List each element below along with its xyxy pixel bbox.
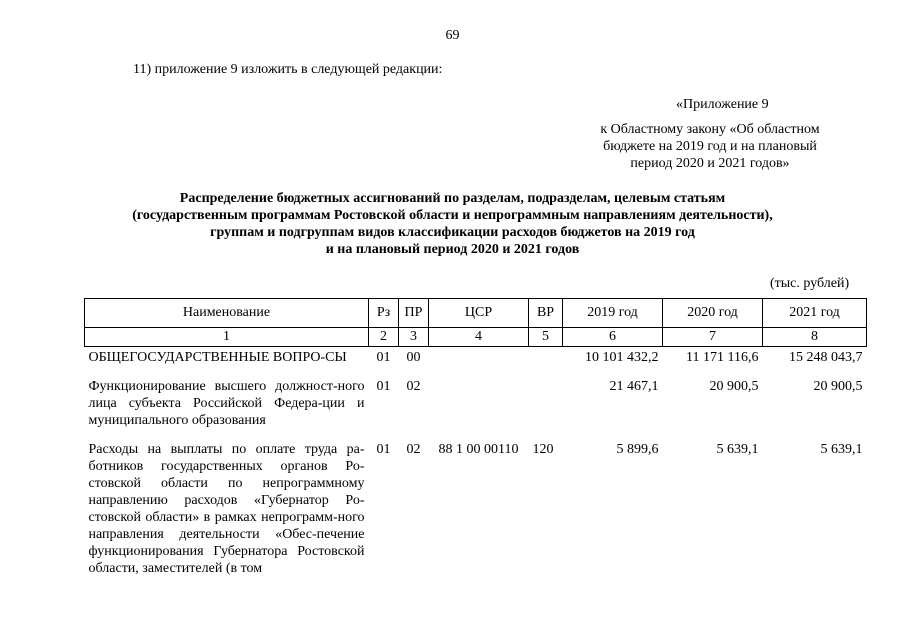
col-number: 1	[85, 328, 369, 347]
appendix-reference	[560, 96, 905, 172]
appendix-line: бюджете на 2019 год и на плановый	[603, 139, 817, 154]
row-vr: 120	[532, 442, 554, 457]
col-number: 4	[429, 328, 529, 347]
col-header-2021: 2021 год	[763, 299, 867, 328]
heading-line: группам и подгруппам видов классификации расходов бюджетов на 2019 год	[210, 225, 695, 240]
col-number: 6	[563, 328, 663, 347]
col-header-name: Наименование	[85, 299, 369, 328]
column-number-row	[85, 328, 867, 347]
row-2021: 5 639,1	[820, 442, 863, 457]
row-rz: 01	[376, 350, 391, 365]
row-2020: 5 639,1	[716, 442, 759, 457]
row-csr	[429, 347, 529, 377]
col-number: 8	[763, 328, 867, 347]
row-2021: 20 900,5	[813, 379, 863, 394]
row-2021: 15 248 043,7	[789, 350, 863, 365]
row-vr	[529, 376, 563, 439]
row-2020: 20 900,5	[709, 379, 759, 394]
col-number: 3	[399, 328, 429, 347]
appendix-title: «Приложение 9	[676, 97, 769, 112]
row-2019: 10 101 432,2	[585, 350, 659, 365]
table-header-row	[85, 299, 867, 328]
row-name: Функционирование высшего должност-ного лица субъекта Российской Федера-ции и муниципального образования	[88, 379, 365, 428]
row-csr: 88 1 00 00110	[438, 442, 519, 457]
table-row	[85, 439, 867, 587]
col-number: 2	[369, 328, 399, 347]
row-pr: 02	[406, 379, 421, 394]
budget-table	[84, 298, 867, 587]
col-number: 7	[663, 328, 763, 347]
heading-line: (государственным программам Ростовской области и непрограммным направлениям деятельности),	[132, 208, 773, 223]
heading-line: Распределение бюджетных ассигнований по разделам, подразделам, целевым статьям	[179, 191, 726, 206]
col-header-csr: ЦСР	[429, 299, 529, 328]
row-name: Расходы на выплаты по оплате труда ра-ботников государственных органов Ро-стовской области по непрограммному направлению расходов «Губернатор Ро-стовской области» в рамках непрограмм-ного направления деятельности «Обес-печение функционирования Губернатора Ростовской области, заместителей (в том	[88, 442, 365, 576]
amendment-instruction: 11) приложение 9 изложить в следующей редакции:	[133, 62, 443, 77]
col-number: 5	[529, 328, 563, 347]
row-2019: 21 467,1	[609, 379, 659, 394]
col-header-2019: 2019 год	[563, 299, 663, 328]
heading-line: и на плановый период 2020 и 2021 годов	[325, 242, 580, 257]
col-header-rz: Рз	[369, 299, 399, 328]
table-row	[85, 376, 867, 439]
appendix-line: к Областному закону «Об областном	[600, 122, 820, 137]
page-number: 69	[445, 28, 460, 43]
appendix-line: период 2020 и 2021 годов»	[630, 156, 790, 171]
row-rz: 01	[376, 379, 391, 394]
col-header-pr: ПР	[399, 299, 429, 328]
row-pr: 02	[406, 442, 421, 457]
units-label: (тыс. рублей)	[770, 276, 850, 291]
col-header-2020: 2020 год	[663, 299, 763, 328]
row-csr	[429, 376, 529, 439]
row-vr	[529, 347, 563, 377]
row-2020: 11 171 116,6	[686, 350, 759, 365]
row-name: ОБЩЕГОСУДАРСТВЕННЫЕ ВОПРО-СЫ	[88, 350, 347, 365]
row-2019: 5 899,6	[616, 442, 659, 457]
row-pr: 00	[406, 350, 421, 365]
col-header-vr: ВР	[529, 299, 563, 328]
table-row	[85, 347, 867, 377]
row-rz: 01	[376, 442, 391, 457]
document-heading	[0, 190, 905, 258]
